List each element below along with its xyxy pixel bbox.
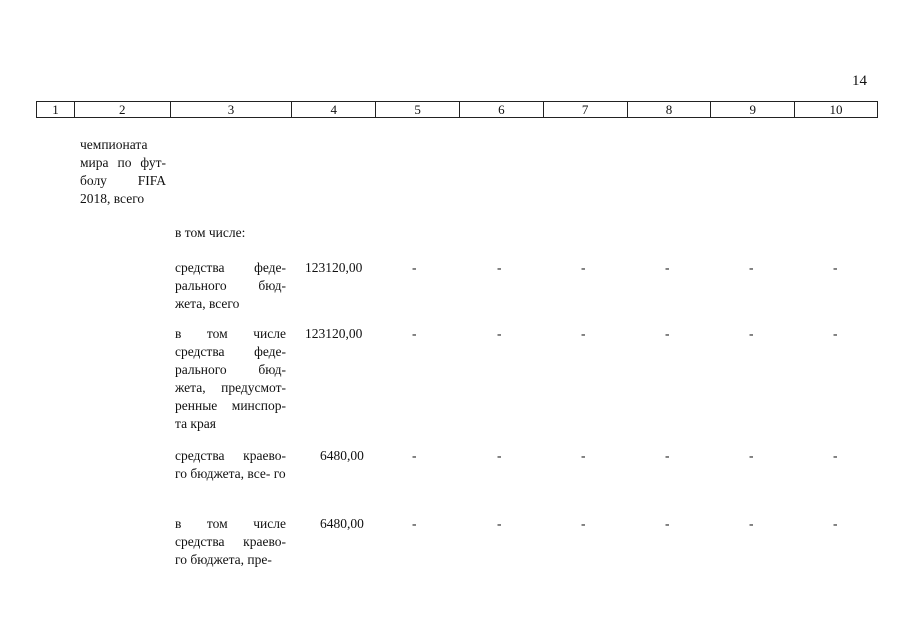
row-value: 6480,00 [320, 516, 364, 531]
cell-col5: - [412, 516, 417, 531]
cell-col7: - [581, 516, 586, 531]
table-header-row [36, 101, 878, 118]
header-col-9: 9 [711, 102, 795, 117]
cell-col8: - [665, 516, 670, 531]
cell-col6: - [497, 448, 502, 463]
cell-col6: - [497, 516, 502, 531]
header-col-1: 1 [37, 102, 75, 117]
header-col-8: 8 [628, 102, 712, 117]
header-col-6: 6 [460, 102, 544, 117]
row-value: 123120,00 [305, 326, 363, 341]
cell-col7: - [581, 260, 586, 275]
header-col-3: 3 [171, 102, 293, 117]
cell-col7: - [581, 448, 586, 463]
page-number: 14 [852, 73, 867, 89]
row-label: в том числе средства феде- рального бюд- жета, предусмот- ренные минспор- та края [175, 326, 286, 431]
cell-col5: - [412, 326, 417, 341]
row-label: средства феде- рального бюд- жета, всего [175, 260, 286, 311]
cell-col10: - [833, 260, 838, 275]
cell-col8: - [665, 260, 670, 275]
row-value: 123120,00 [305, 260, 363, 275]
cell-col9: - [749, 326, 754, 341]
row-label: в том числе средства краево- го бюджета, пре- [175, 516, 286, 567]
cell-col7: - [581, 326, 586, 341]
cell-col5: - [412, 448, 417, 463]
cell-col6: - [497, 326, 502, 341]
cell-col9: - [749, 516, 754, 531]
row-label: средства краево- го бюджета, все- го [175, 448, 286, 481]
cell-col10: - [833, 516, 838, 531]
cell-col8: - [665, 448, 670, 463]
cell-col6: - [497, 260, 502, 275]
header-col-10: 10 [829, 102, 843, 117]
cell-col5: - [412, 260, 417, 275]
cell-col8: - [665, 326, 670, 341]
header-col-7: 7 [544, 102, 628, 117]
subheading: в том числе: [175, 225, 246, 240]
cell-col9: - [749, 448, 754, 463]
cell-col10: - [833, 326, 838, 341]
header-col-2: 2 [75, 102, 171, 117]
cell-col10: - [833, 448, 838, 463]
event-name-cell: чемпионата мира по фут- болу FIFA 2018, всего [80, 137, 166, 206]
header-col-4: 4 [292, 102, 376, 117]
header-col-5: 5 [376, 102, 460, 117]
cell-col9: - [749, 260, 754, 275]
row-value: 6480,00 [320, 448, 364, 463]
